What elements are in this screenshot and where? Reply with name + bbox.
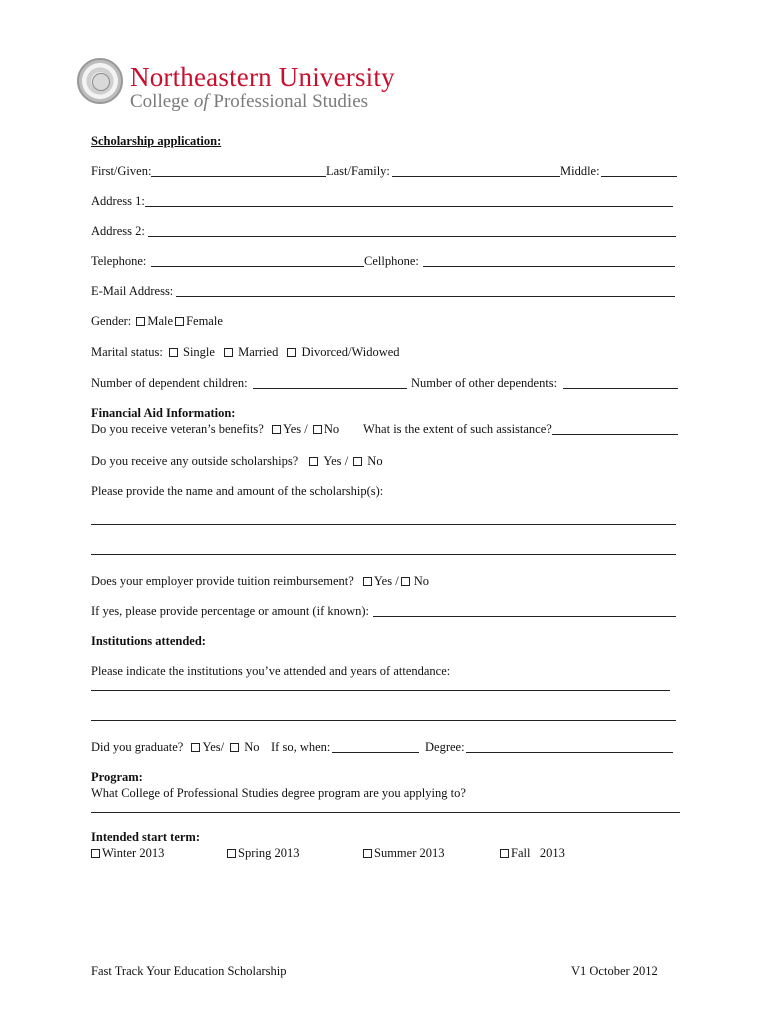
institutions-prompt: Please indicate the institutions you’ve attended and years of attendance:	[91, 664, 451, 678]
last-name-field[interactable]	[392, 176, 560, 177]
footer-title: Fast Track Your Education Scholarship	[91, 964, 287, 978]
spring-checkbox[interactable]	[227, 849, 236, 858]
spring-label: Spring 2013	[238, 846, 300, 860]
email-label: E-Mail Address:	[91, 284, 174, 298]
cellphone-field[interactable]	[423, 266, 675, 267]
dependents-label: Number of dependent children:	[91, 376, 248, 390]
employer-yes-label: Yes	[373, 574, 393, 588]
term-summer	[363, 846, 444, 861]
outside-yes-label: Yes	[323, 454, 342, 468]
extent-field[interactable]	[552, 434, 678, 435]
married-option-label: Married	[238, 345, 279, 359]
veteran-question: Do you receive veteran’s benefits?	[91, 422, 264, 436]
program-heading: Program:	[91, 770, 143, 784]
middle-name-field[interactable]	[601, 176, 677, 177]
divorced-widowed-option-label: Divorced/Widowed	[301, 345, 400, 359]
winter-label: Winter 2013	[102, 846, 165, 860]
outside-scholarship-question: Do you receive any outside scholarships?	[91, 454, 299, 468]
veteran-yes-checkbox[interactable]	[272, 425, 281, 434]
extent-question: What is the extent of such assistance?	[363, 422, 552, 436]
reimbursement-amount-field[interactable]	[373, 616, 676, 617]
fall-checkbox[interactable]	[500, 849, 509, 858]
form-title: Scholarship application:	[91, 134, 222, 148]
telephone-label: Telephone:	[91, 254, 147, 268]
summer-checkbox[interactable]	[363, 849, 372, 858]
single-option-label: Single	[183, 345, 215, 359]
marital-row	[91, 345, 400, 360]
telephone-field[interactable]	[151, 266, 364, 267]
winter-checkbox[interactable]	[91, 849, 100, 858]
reimbursement-amount-label: If yes, please provide percentage or amount (if known):	[91, 604, 370, 618]
first-name-label: First/Given:	[91, 164, 152, 178]
degree-field[interactable]	[466, 752, 673, 753]
scholarship-details-line-2[interactable]	[91, 554, 676, 555]
program-question: What College of Professional Studies degree program are you applying to?	[91, 786, 466, 800]
address1-field[interactable]	[145, 206, 673, 207]
footer-version: V1 October 2012	[571, 964, 658, 978]
graduate-no-label: No	[244, 740, 260, 754]
employer-no-label: No	[413, 574, 429, 588]
university-seal-logo	[77, 58, 123, 104]
institutions-line-2[interactable]	[91, 720, 676, 721]
divorced-widowed-checkbox[interactable]	[287, 348, 296, 357]
male-checkbox[interactable]	[136, 317, 145, 326]
email-field[interactable]	[176, 296, 675, 297]
first-name-field[interactable]	[151, 176, 326, 177]
outside-no-label: No	[367, 454, 383, 468]
other-dependents-label: Number of other dependents:	[411, 376, 558, 390]
veteran-yes-label: Yes	[282, 422, 302, 436]
graduate-yes-checkbox[interactable]	[191, 743, 200, 752]
summer-label: Summer 2013	[374, 846, 445, 860]
scholarship-details-line-1[interactable]	[91, 524, 676, 525]
employer-question: Does your employer provide tuition reimbursement?	[91, 574, 354, 588]
start-term-heading: Intended start term:	[91, 830, 201, 844]
female-option-label: Female	[186, 314, 223, 328]
married-checkbox[interactable]	[224, 348, 233, 357]
cellphone-label: Cellphone:	[364, 254, 419, 268]
gender-label: Gender:	[91, 314, 132, 328]
term-spring	[227, 846, 299, 861]
college-name: College of Professional Studies	[130, 91, 369, 112]
institutions-heading: Institutions attended:	[91, 634, 206, 648]
other-dependents-field[interactable]	[563, 388, 678, 389]
degree-label: Degree:	[425, 740, 465, 754]
graduation-date-field[interactable]	[332, 752, 419, 753]
employer-row: Does your employer provide tuition reimbursement? Yes / No	[91, 574, 429, 588]
outside-no-checkbox[interactable]	[353, 457, 362, 466]
graduate-yes-label: Yes	[202, 740, 221, 754]
graduate-question: Did you graduate?	[91, 740, 184, 754]
gender-row	[91, 314, 223, 329]
employer-yes-checkbox[interactable]	[363, 577, 372, 586]
program-field[interactable]	[91, 812, 680, 813]
female-checkbox[interactable]	[175, 317, 184, 326]
single-checkbox[interactable]	[169, 348, 178, 357]
fall-label: Fall 2013	[511, 846, 565, 860]
graduate-no-checkbox[interactable]	[230, 743, 239, 752]
dependents-field[interactable]	[253, 388, 407, 389]
university-name: Northeastern University	[130, 62, 395, 92]
graduate-row: Did you graduate? Yes/ No	[91, 740, 260, 754]
veteran-no-label: No	[323, 422, 340, 436]
institutions-line-1[interactable]	[91, 690, 670, 691]
financial-aid-heading: Financial Aid Information:	[91, 406, 236, 420]
last-name-label: Last/Family:	[326, 164, 390, 178]
address2-field[interactable]	[148, 236, 676, 237]
outside-yes-checkbox[interactable]	[309, 457, 318, 466]
marital-label: Marital status:	[91, 345, 163, 359]
address2-label: Address 2:	[91, 224, 145, 238]
middle-name-label: Middle:	[560, 164, 600, 178]
term-fall	[500, 846, 565, 861]
male-option-label: Male	[147, 314, 174, 328]
graduation-date-label: If so, when:	[271, 740, 331, 754]
term-winter	[91, 846, 164, 861]
employer-no-checkbox[interactable]	[401, 577, 410, 586]
scholarship-details-prompt: Please provide the name and amount of the scholarship(s):	[91, 484, 384, 498]
veteran-no-checkbox[interactable]	[313, 425, 322, 434]
outside-scholarship-row: Do you receive any outside scholarships? Yes / No	[91, 454, 383, 468]
address1-label: Address 1:	[91, 194, 145, 208]
veteran-row: Do you receive veteran’s benefits? Yes / No	[91, 422, 340, 436]
